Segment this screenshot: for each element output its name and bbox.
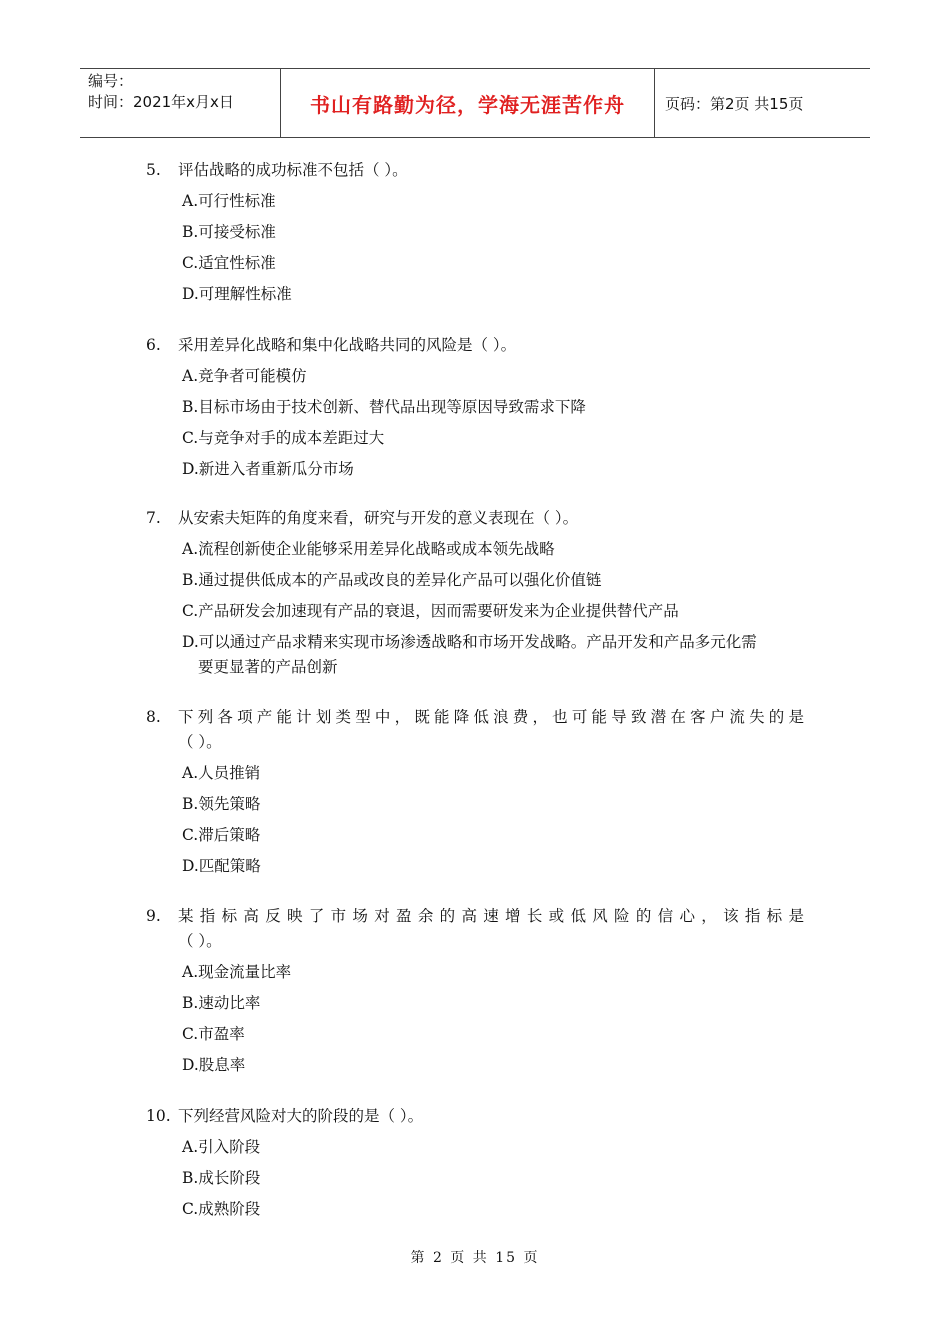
option-c: C.成熟阶段 — [182, 1200, 261, 1218]
option-c: C.适宜性标准 — [182, 254, 276, 272]
question-number: 7. — [146, 509, 161, 527]
page-footer: 第 2 页 共 15 页 — [410, 1250, 540, 1266]
header-time-label: 时间：2021年x月x日 — [88, 93, 234, 111]
option-c: C.与竞争对手的成本差距过大 — [182, 429, 385, 447]
question-stem: 下列各项产能计划类型中，既能降低浪费，也可能导致潜在客户流失的是 — [178, 708, 806, 726]
question-stem: 采用差异化战略和集中化战略共同的风险是（ ）。 — [178, 336, 517, 354]
option-d — [182, 630, 806, 680]
header-page-label: 页码：第2页 共15页 — [665, 94, 804, 113]
option-d-line2: 要更显著的产品创新 — [198, 658, 338, 676]
option-b: B.速动比率 — [182, 994, 261, 1012]
option-a: A.人员推销 — [182, 764, 261, 782]
option-c: C.滞后策略 — [182, 826, 261, 844]
question-9 — [146, 904, 806, 1078]
header-motto: 书山有路勤为径，学海无涯苦作舟 — [281, 69, 655, 137]
question-number: 8. — [146, 708, 161, 726]
question-stem: 某指标高反映了市场对盈余的高速增长或低风险的信心，该指标是 — [178, 907, 806, 925]
header-number-label: 编号： — [88, 72, 134, 90]
question-number: 9. — [146, 907, 161, 925]
question-6 — [146, 333, 806, 482]
option-b: B.通过提供低成本的产品或改良的差异化产品可以强化价值链 — [182, 571, 602, 589]
option-d: D.股息率 — [182, 1056, 246, 1074]
question-8 — [146, 705, 806, 879]
document-header — [80, 68, 870, 138]
question-7 — [146, 506, 806, 680]
option-b: B.可接受标准 — [182, 223, 276, 241]
question-number: 10. — [146, 1107, 171, 1125]
question-stem: 评估战略的成功标准不包括（ ）。 — [178, 161, 408, 179]
option-a: A.现金流量比率 — [182, 963, 292, 981]
question-stem-line2: （ ）。 — [178, 932, 222, 950]
question-stem: 下列经营风险对大的阶段的是（ ）。 — [178, 1107, 424, 1125]
question-10 — [146, 1104, 806, 1222]
option-d: D.可理解性标准 — [182, 285, 292, 303]
question-stem-line2: （ ）。 — [178, 733, 222, 751]
option-a: A.竞争者可能模仿 — [182, 367, 307, 385]
option-c: C.市盈率 — [182, 1025, 245, 1043]
option-a: A.引入阶段 — [182, 1138, 261, 1156]
option-c: C.产品研发会加速现有产品的衰退，因而需要研发来为企业提供替代产品 — [182, 602, 679, 620]
option-d: D.匹配策略 — [182, 857, 261, 875]
option-b: B.目标市场由于技术创新、替代品出现等原因导致需求下降 — [182, 398, 586, 416]
option-a: A.流程创新使企业能够采用差异化战略或成本领先战略 — [182, 540, 555, 558]
question-5 — [146, 158, 806, 307]
option-d: D.新进入者重新瓜分市场 — [182, 460, 354, 478]
option-b: B.领先策略 — [182, 795, 261, 813]
question-number: 6. — [146, 336, 161, 354]
question-stem: 从安索夫矩阵的角度来看，研究与开发的意义表现在（ ）。 — [178, 509, 579, 527]
option-d-line1: D.可以通过产品求精来实现市场渗透战略和市场开发战略。产品开发和产品多元化需 — [182, 633, 757, 651]
option-a: A.可行性标准 — [182, 192, 276, 210]
question-number: 5. — [146, 161, 161, 179]
header-meta — [80, 69, 281, 137]
option-b: B.成长阶段 — [182, 1169, 261, 1187]
